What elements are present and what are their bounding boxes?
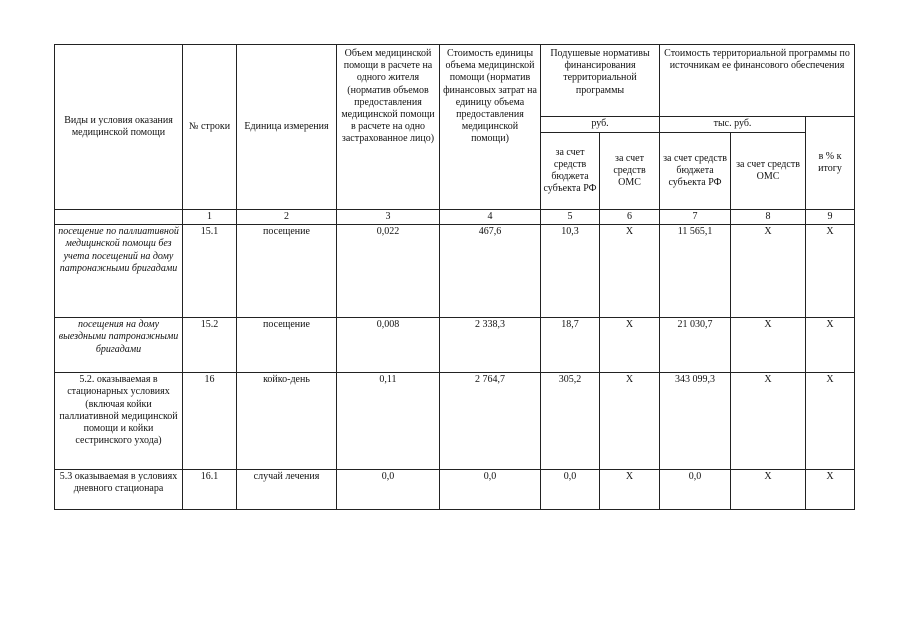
row-unit: случай лечения — [237, 470, 337, 510]
col-number: 1 — [183, 210, 237, 225]
row-pc-oms: X — [600, 373, 660, 470]
row-pc-budget: 305,2 — [541, 373, 600, 470]
row-volume: 0,022 — [337, 225, 440, 318]
row-unit: посещение — [237, 225, 337, 318]
header-per-capita: Подушевые нормативы финансирования территориальной программы — [541, 45, 660, 117]
header-volume: Объем медицинской помощи в расчете на одного жителя (норматив объемов предоставления медицинской помощи в расчете на одно застрахованное лицо) — [337, 45, 440, 210]
row-pr-pct: X — [806, 225, 855, 318]
header-cost: Стоимость единицы объема медицинской помощи (норматив финансовых затрат на единицу объема предоставления медицинской помощи) — [440, 45, 541, 210]
col-number: 2 — [237, 210, 337, 225]
header-row-no: № строки — [183, 45, 237, 210]
row-pr-oms: X — [731, 470, 806, 510]
row-no: 16 — [183, 373, 237, 470]
col-number: 3 — [337, 210, 440, 225]
row-pc-budget: 10,3 — [541, 225, 600, 318]
row-no: 16.1 — [183, 470, 237, 510]
row-pr-budget: 343 099,3 — [660, 373, 731, 470]
row-pr-oms: X — [731, 373, 806, 470]
row-pc-budget: 0,0 — [541, 470, 600, 510]
row-cost: 0,0 — [440, 470, 541, 510]
col-number: 6 — [600, 210, 660, 225]
col-number-blank — [55, 210, 183, 225]
header-types: Виды и условия оказания медицинской помощи — [55, 45, 183, 210]
row-no: 15.1 — [183, 225, 237, 318]
table-row — [55, 318, 855, 373]
row-pr-pct: X — [806, 373, 855, 470]
row-name: 5.3 оказываемая в условиях дневного стационара — [55, 470, 183, 510]
header-program-cost: Стоимость территориальной программы по источникам ее финансового обеспечения — [660, 45, 855, 117]
row-unit: посещение — [237, 318, 337, 373]
col-number: 5 — [541, 210, 600, 225]
row-no: 15.2 — [183, 318, 237, 373]
row-name: 5.2. оказываемая в стационарных условиях (включая койки паллиативной медицинской помощи и койки сестринского ухода) — [55, 373, 183, 470]
row-cost: 2 338,3 — [440, 318, 541, 373]
col-number: 7 — [660, 210, 731, 225]
header-pc-oms: за счет средств ОМС — [600, 133, 660, 210]
row-volume: 0,008 — [337, 318, 440, 373]
row-pc-oms: X — [600, 318, 660, 373]
row-volume: 0,0 — [337, 470, 440, 510]
col-number: 9 — [806, 210, 855, 225]
col-number: 8 — [731, 210, 806, 225]
row-pc-oms: X — [600, 225, 660, 318]
row-cost: 2 764,7 — [440, 373, 541, 470]
row-pc-budget: 18,7 — [541, 318, 600, 373]
row-unit: койко-день — [237, 373, 337, 470]
row-pr-oms: X — [731, 225, 806, 318]
financing-table — [54, 44, 855, 510]
table-row — [55, 373, 855, 470]
header-rub: руб. — [541, 117, 660, 133]
col-number: 4 — [440, 210, 541, 225]
row-name: посещение по паллиативной медицинской помощи без учета посещений на дому патронажными бригадами — [55, 225, 183, 318]
header-pr-budget: за счет средств бюджета субъекта РФ — [660, 133, 731, 210]
row-name: посещения на дому выездными патронажными бригадами — [55, 318, 183, 373]
row-pr-budget: 0,0 — [660, 470, 731, 510]
row-pr-budget: 21 030,7 — [660, 318, 731, 373]
header-pc-budget: за счет средств бюджета субъекта РФ — [541, 133, 600, 210]
row-pr-pct: X — [806, 318, 855, 373]
header-thous-rub: тыс. руб. — [660, 117, 806, 133]
row-cost: 467,6 — [440, 225, 541, 318]
row-volume: 0,11 — [337, 373, 440, 470]
row-pr-budget: 11 565,1 — [660, 225, 731, 318]
header-pr-oms: за счет средств ОМС — [731, 133, 806, 210]
table-row — [55, 225, 855, 318]
row-pr-oms: X — [731, 318, 806, 373]
table-row — [55, 470, 855, 510]
row-pc-oms: X — [600, 470, 660, 510]
header-percent: в % к итогу — [806, 117, 855, 210]
header-unit: Единица измерения — [237, 45, 337, 210]
row-pr-pct: X — [806, 470, 855, 510]
